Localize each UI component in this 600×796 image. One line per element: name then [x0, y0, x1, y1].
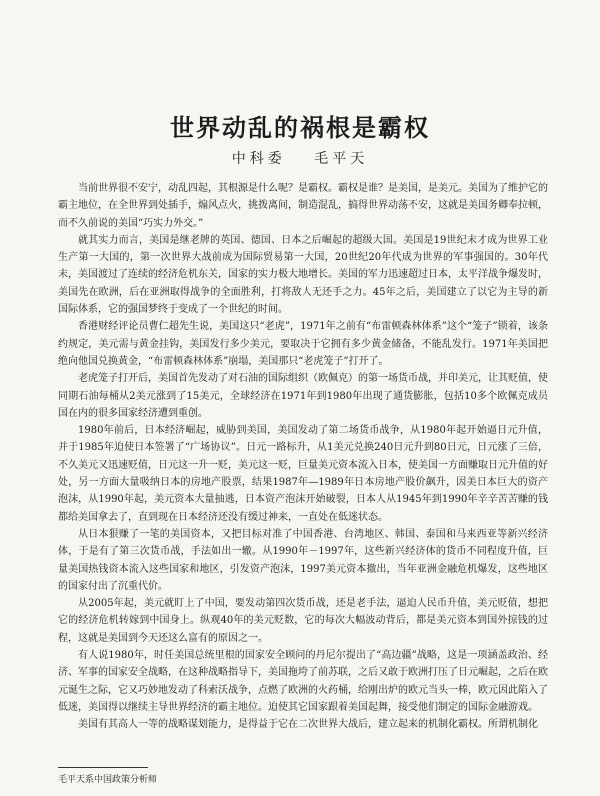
paragraph: 从2005年起，美元就盯上了中国，要发动第四次货币战，还是老手法，逼迫人民币升值，美元贬值，想把它的经济危机转嫁到中国身上。纵观40年的美元贬数，它的每次大幅波动背后，都是美元资本到国外掠钱的过程，这就是美国到今天还这么富有的原因之一。	[58, 598, 548, 644]
article-authors	[0, 148, 600, 168]
article-title: 世界动乱的祸根是霸权	[170, 114, 430, 142]
author-name: 毛平天	[314, 151, 369, 167]
author-footnote: 毛平天系中国政策分析师	[58, 775, 158, 785]
paragraph: 从日本狠赚了一笔的美国资本，又把目标对准了中国香港、台湾地区、韩国、泰国和马来西亚等新兴经济体，于是有了第三次货币战，手法如出一辙。从1990年－1997年，这些新兴经济体的货币不同程度升值，巨量美国热钱资本流入这些国家和地区，引发资产泡沫，1997美元资本撤出，当年亚洲金融危机爆发，这些地区的国家付出了沉重代价。	[58, 528, 548, 592]
paragraph: 有人说1980年，时任美国总统里根的国家安全顾问的丹尼尔提出了“高边疆”战略，这是一项涵盖政治、经济、军事的国家安全战略，在这种战略指导下，美国拖垮了前苏联，之后又敢于欧洲打压了日元崛起，之后在欧元诞生之际，它又巧妙地发动了科索沃战争，点燃了欧洲的火药桶，给刚出炉的欧元当头一棒，欧元因此陷入了低迷，美国得以继续主导世界经济的霸主地位。迫使其它国家跟着美国起舞，接受他们制定的国际金融游戏。	[58, 650, 548, 713]
paragraph: 香港财经评论员曹仁超先生说，美国这只“老虎”，1971年之前有“布雷顿森林体系”这个“笼子”锁着，该条约规定，美元需与黄金挂钩，美国发行多少美元，要取决于它拥有多少黄金储备，不能乱发行。1971年美国把绝向他国兑换黄金，“布雷顿森林体系”崩塌，美国那只“老虎笼子”打开了。	[58, 321, 548, 367]
paragraph: 1980年前后，日本经济崛起，威胁到美国，美国发动了第二场货币战争，从1980年起开始逼日元升值，并于1985年迫使日本签署了“广场协议”。日元一路标升，从1美元兑换240日元升到80日元，日元涨了三倍，不久美元又迅速贬值，日元这一升一贬，美元这一贬，巨量美元资本流入日本，使美国一方面赚取日元升值的好处，另一方面大量吸纳日本的房地产股票，结果1987年—1989年日本房地产股价飙升，因美日本巨大的资产泡沫，从1990年起，美元资本大量抽逃，日本资产泡沫开始破裂，日本人从1945年到1990年辛辛苦苦赚的钱都给美国拿去了，直到现在日本经济还没有缓过神来，一直处在低迷状态。	[58, 425, 548, 523]
paragraph: 老虎笼子打开后，美国首先发动了对石油的国际组织（欧佩克）的第一场货币战，并印美元，让其贬值，使同期石油每桶从2美元涨到了15美元，全球经济在1971年到1980年出现了通货膨胀，包括10多个欧佩克成员国在内的很多国家经济遭到重创。	[58, 373, 548, 419]
author-name: 中科委	[231, 151, 286, 167]
footnote-divider	[58, 767, 148, 768]
article-body	[58, 180, 548, 734]
paragraph: 美国有其高人一等的战略谋划能力，是得益于它在二次世界大战后，建立起来的机制化霸权。所谓机制化	[78, 719, 538, 731]
paragraph: 就其实力而言，美国是继老牌的英国、德国、日本之后崛起的超级大国。美国是19世纪末才成为世界工业生产第一大国的，第一次世界大战前成为国际贸易第一大国，20世纪20年代成为世界的军事强国的。30年代末，美国渡过了连续的经济危机东关，国家的实力极大地增长。美国的军力迅速超过日本，太平洋战争爆发时，美国先在欧洲，后在亚洲取得战争的全面胜利，打将敌人无还手之力。45年之后，美国建立了以它为主导的新国际体系，它的强国梦终于变成了一个世纪的时间。	[58, 234, 548, 316]
paragraph: 当前世界很不安宁，动乱四起，其根源是什么呢？是霸权。霸权是谁？是美国，是美元。美国为了维护它的霸主地位，在全世界到处插手，煽风点火，挑拨离间，制造混乱，搞得世界动荡不安，这就是美国务卿奉拉顿，而不久前说的美国“巧实力外交。”	[58, 183, 548, 229]
